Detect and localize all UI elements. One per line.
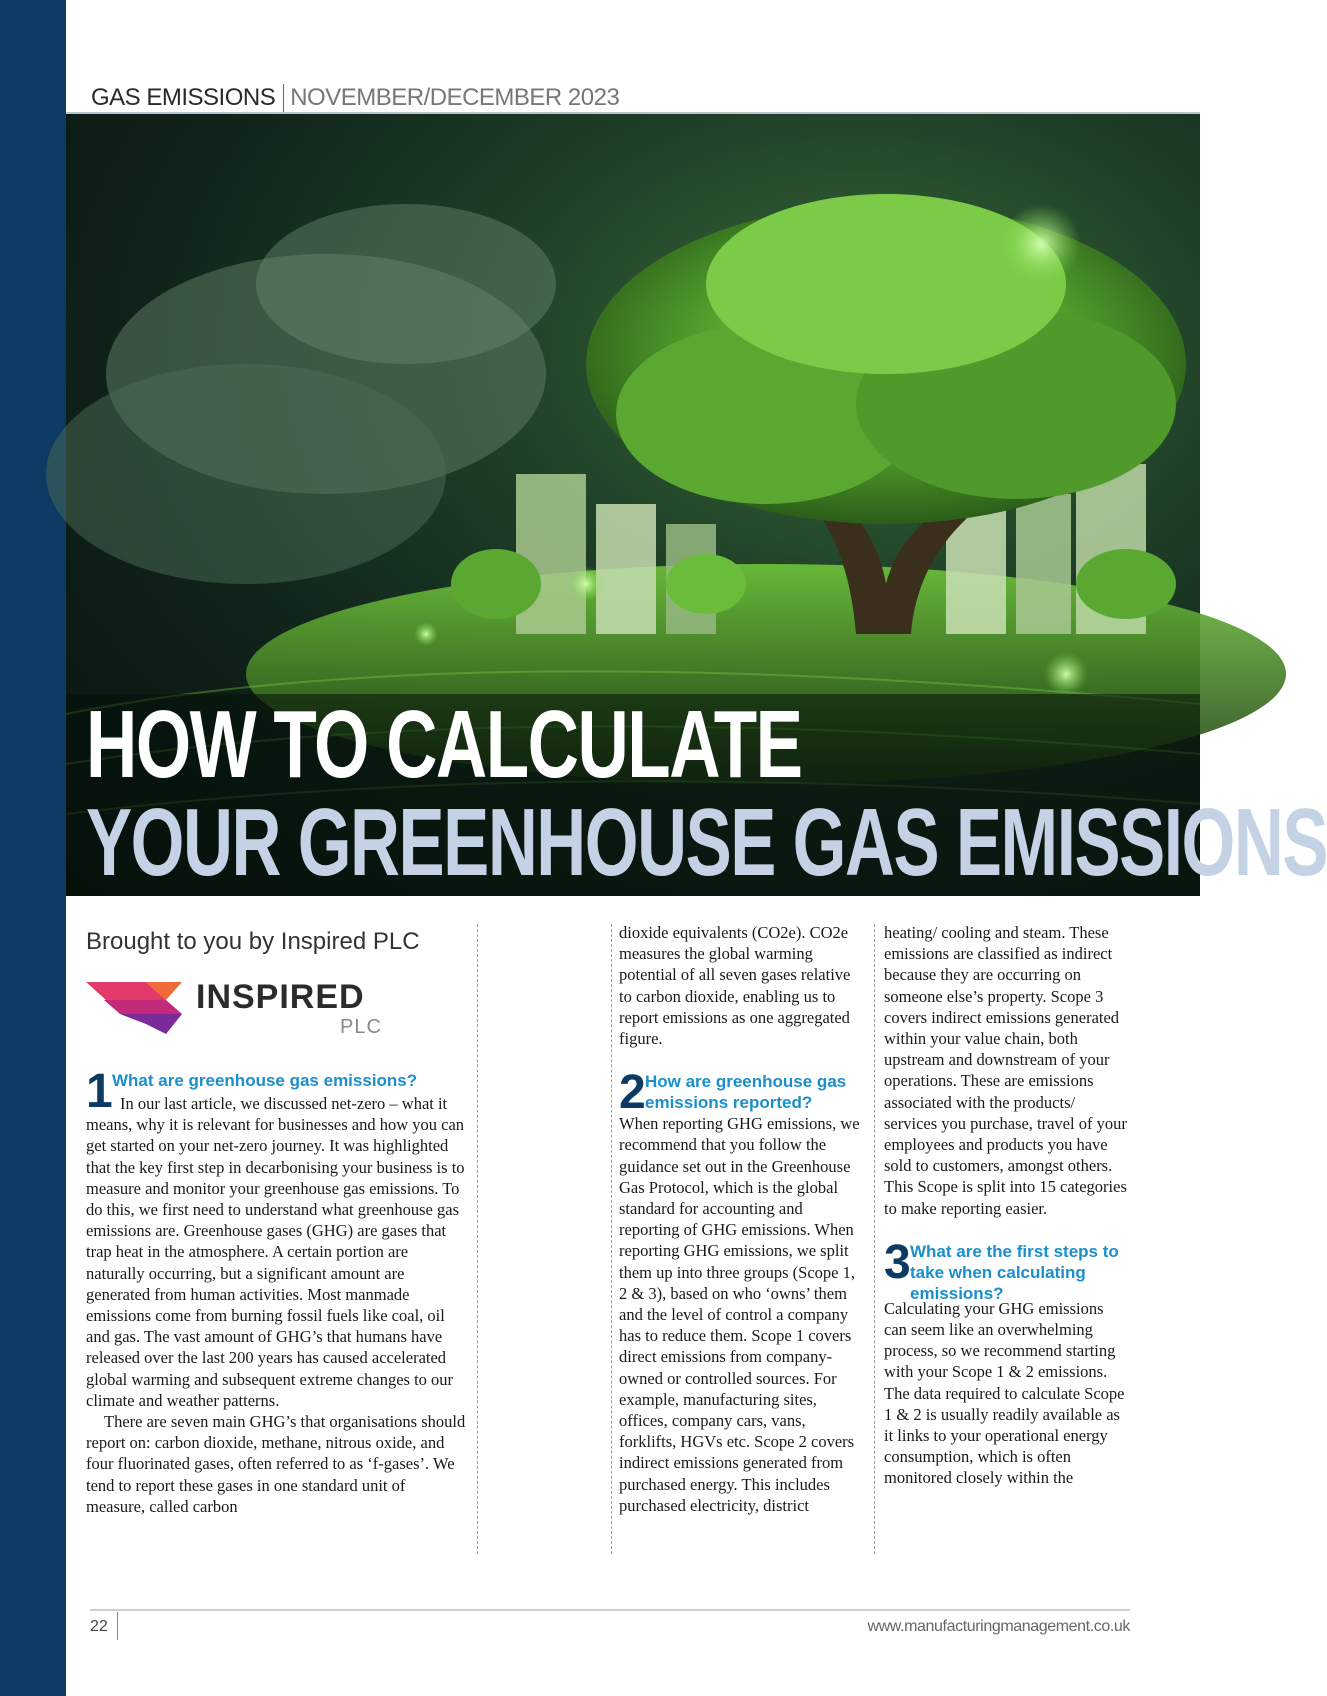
column-2 (619, 922, 863, 1516)
running-header (91, 84, 619, 112)
column-1 (86, 1065, 466, 1517)
question-3-heading (884, 1235, 1128, 1304)
column-2-continuation: dioxide equivalents (CO2e). CO2e measures the global warming potential of all seven gases relative to carbon dioxide, enabling us to report emissions as one aggregated figure. (619, 923, 851, 1049)
page-number: 22 (90, 1618, 108, 1635)
website-link[interactable]: www.manufacturingmanagement.co.uk (867, 1618, 1130, 1635)
sponsor-line: Brought to you by Inspired PLC (86, 928, 420, 955)
headline-line-2: YOUR GREENHOUSE GAS EMISSIONS (86, 789, 1327, 896)
headline-line-1: HOW TO CALCULATE (86, 691, 802, 798)
question-2-title: How are greenhouse gas emissions reported? (645, 1072, 847, 1113)
footer-rule (90, 1609, 1130, 1611)
question-3-title: What are the first steps to take when calculating emissions? (910, 1241, 1119, 1303)
question-2-number: 2 (619, 1066, 646, 1120)
question-2-heading (619, 1066, 863, 1121)
page-number-divider (117, 1612, 118, 1640)
logo-wordmark: INSPIRED (196, 978, 365, 1016)
column-divider-2 (611, 924, 612, 1554)
column-3 (884, 922, 1128, 1489)
section-label: GAS EMISSIONS (91, 84, 276, 111)
question-1-heading (86, 1065, 466, 1120)
question-2-paragraph: When reporting GHG emissions, we recommend that you follow the guidance set out in the Greenhouse Gas Protocol, which is the global standard for accounting and reporting of GHG emissions. When reporting GHG emissions, we split them up into three groups (Scope 1, 2 & 3), based on who ‘owns’ them and the level of control a company has to reduce them. Scope 1 covers direct emissions from company-owned or controlled sources. For example, manufacturing sites, offices, company cars, vans, forklifts, HGVs etc. Scope 2 covers indirect emissions generated from purchased energy. This includes purchased electricity, district (619, 1114, 860, 1515)
question-3-number: 3 (884, 1235, 911, 1289)
logo-mark-icon (86, 978, 196, 1038)
issue-date: NOVEMBER/DECEMBER 2023 (290, 84, 620, 111)
inspired-plc-logo (86, 978, 386, 1038)
logo-subtext: PLC (340, 1016, 382, 1038)
question-1-title: What are greenhouse gas emissions? (112, 1071, 418, 1090)
question-1-paragraph-1: In our last article, we discussed net-zero – what it means, why it is relevant for businesses and how you can get started on your net-zero journey. It was highlighted that the key first step in decarbonising your business is to measure and monitor your greenhouse gas emissions. To do this, we first need to understand what greenhouse gas emissions are. Greenhouse gases (GHG) are gases that trap heat in the atmosphere. A certain portion are naturally occurring, but a significant amount are generated from human activities. Most manmade emissions come from burning fossil fuels like coal, oil and gas. The vast amount of GHG’s that humans have released over the last 200 years has caused accelerated global warming and subsequent extreme changes to our climate and weather patterns. (86, 1094, 465, 1410)
column-divider-3 (874, 924, 875, 1554)
question-1-number: 1 (86, 1065, 113, 1118)
header-divider (283, 84, 284, 112)
question-1-paragraph-2: There are seven main GHG’s that organisations should report on: carbon dioxide, methane, nitrous oxide, and four fluorinated gases, often referred to as ‘f-gases’. We tend to report these gases in one standard unit of measure, called carbon (86, 1412, 466, 1516)
question-3-paragraph: Calculating your GHG emissions can seem like an overwhelming process, so we recommend starting with your Scope 1 & 2 emissions. The data required to calculate Scope 1 & 2 is usually readily available as it links to your operational energy consumption, which is often monitored closely within the (884, 1298, 1125, 1488)
column-3-continuation: heating/ cooling and steam. These emissions are classified as indirect because they are occurring on someone else’s property. Scope 3 covers indirect emissions generated within your value chain, both upstream and downstream of your operations. These are emissions associated with the products/ services you purchase, travel of your employees and products you have sold to customers, amongst others. This Scope is split into 15 categories to make reporting easier. (884, 923, 1127, 1218)
column-divider-1 (477, 924, 478, 1554)
left-color-bar (0, 0, 66, 1696)
